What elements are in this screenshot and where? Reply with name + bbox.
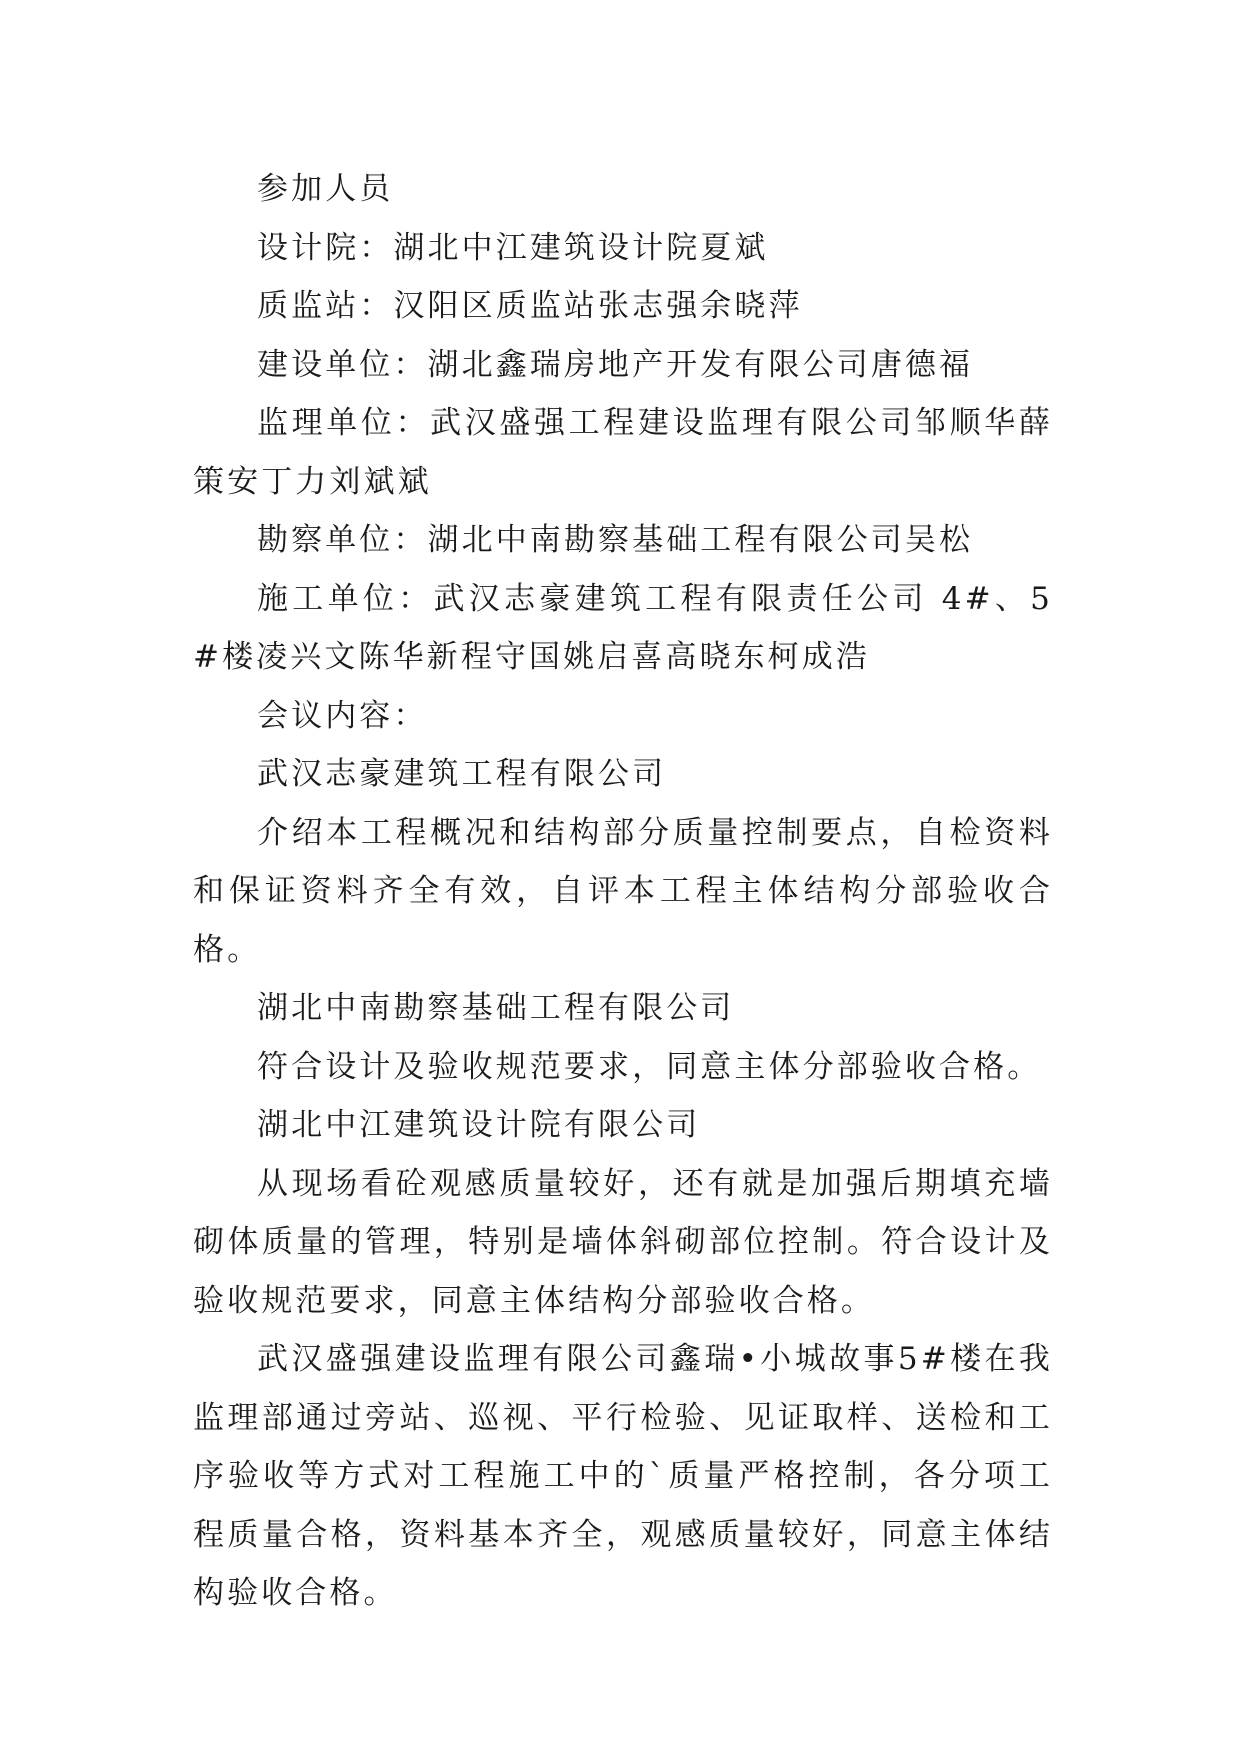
design-statement: 从现场看砼观感质量较好，还有就是加强后期填充墙砌体质量的管理，特别是墙体斜砌部位控制。符合设计及验收规范要求，同意主体结构分部验收合格。 [193, 1165, 1053, 1319]
document-body [193, 160, 1053, 1623]
supervision-statement: 武汉盛强建设监理有限公司鑫瑞•小城故事5#楼在我监理部通过旁站、巡视、平行检验、见证取样、送检和工序验收等方式对工程施工中的`质量严格控制，各分项工程质量合格，资料基本齐全，观感质量较好，同意主体结构验收合格。 [193, 1341, 1053, 1611]
survey-company-name: 湖北中南勘察基础工程有限公司 [257, 990, 735, 1026]
survey-unit-line: 勘察单位：湖北中南勘察基础工程有限公司吴松 [257, 522, 974, 558]
contractor-company-name: 武汉志豪建筑工程有限公司 [257, 756, 667, 792]
design-institute-line: 设计院：湖北中江建筑设计院夏斌 [257, 229, 769, 266]
supervision-unit-line: 监理单位：武汉盛强工程建设监理有限公司邹顺华薛策安丁力刘斌斌 [193, 405, 1053, 500]
contractor-statement: 介绍本工程概况和结构部分质量控制要点，自检资料和保证资料齐全有效，自评本工程主体结构分部验收合格。 [193, 814, 1053, 968]
contractor-line: 施工单位：武汉志豪建筑工程有限责任公司 4#、5#楼凌兴文陈华新程守国姚启喜高晓东柯成浩 [193, 580, 1053, 675]
survey-statement: 符合设计及验收规范要求，同意主体分部验收合格。 [257, 1048, 1042, 1085]
quality-station-line: 质监站：汉阳区质监站张志强余晓萍 [257, 288, 803, 324]
meeting-content-heading: 会议内容： [257, 697, 428, 734]
construction-owner-line: 建设单位：湖北鑫瑞房地产开发有限公司唐德福 [257, 346, 974, 383]
design-company-name: 湖北中江建筑设计院有限公司 [257, 1107, 701, 1143]
attendees-heading: 参加人员 [257, 171, 394, 207]
